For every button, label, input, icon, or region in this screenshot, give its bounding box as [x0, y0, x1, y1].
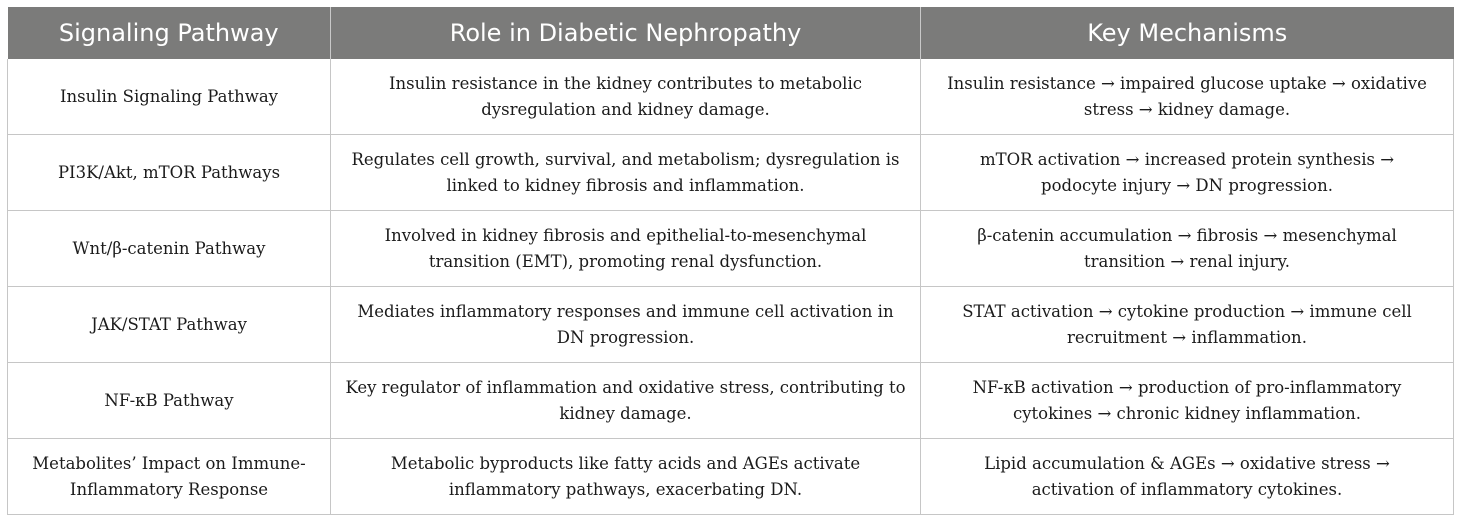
role-cell-line: Insulin resistance in the kidney contributes to metabolic [389, 73, 862, 93]
role-cell-line: Mediates inflammatory responses and immune cell activation in [357, 301, 894, 321]
mechanism-cell-line: Insulin resistance → impaired glucose uptake → oxidative [947, 73, 1427, 93]
table-row [8, 439, 1454, 515]
pathway-cell [8, 135, 331, 211]
mechanism-cell-line: β-catenin accumulation → fibrosis → mesenchymal [977, 225, 1397, 245]
table-row [8, 59, 1454, 135]
pathway-cell-line: PI3K/Akt, mTOR Pathways [57, 162, 281, 182]
mechanism-cell-line: activation of inflammatory cytokines. [1031, 479, 1343, 499]
mechanism-cell-line: cytokines → chronic kidney inflammation. [1012, 403, 1362, 423]
mechanism-cell-line: Lipid accumulation & AGEs → oxidative stress → [984, 453, 1390, 473]
mechanism-cell-line: mTOR activation → increased protein synthesis → [979, 149, 1395, 169]
role-cell-line: Regulates cell growth, survival, and metabolism; dysregulation is [351, 149, 900, 169]
role-cell-line: Metabolic byproducts like fatty acids and AGEs activate [390, 453, 861, 473]
table-row [8, 363, 1454, 439]
mechanism-cell [921, 287, 1454, 363]
mechanism-cell-line: stress → kidney damage. [1083, 99, 1291, 119]
mechanism-cell [921, 135, 1454, 211]
header-role: Role in Diabetic Nephropathy [331, 7, 921, 59]
role-cell-line: Key regulator of inflammation and oxidative stress, contributing to [345, 377, 906, 397]
mechanism-cell [921, 439, 1454, 515]
pathway-cell [8, 59, 331, 135]
mechanism-cell-line: STAT activation → cytokine production → immune cell [962, 301, 1412, 321]
pathway-cell [8, 211, 331, 287]
table-row [8, 211, 1454, 287]
role-cell [331, 211, 921, 287]
pathway-cell-line: Inflammatory Response [69, 479, 269, 499]
role-cell-line: transition (EMT), promoting renal dysfunction. [428, 251, 823, 271]
pathway-cell [8, 439, 331, 515]
table-body [8, 59, 1454, 515]
role-cell [331, 439, 921, 515]
pathway-cell [8, 287, 331, 363]
role-cell-line: kidney damage. [559, 403, 692, 423]
role-cell-line: Involved in kidney fibrosis and epithelial-to-mesenchymal [384, 225, 867, 245]
mechanism-cell-line: recruitment → inflammation. [1067, 327, 1307, 347]
pathway-cell-line: JAK/STAT Pathway [91, 314, 247, 334]
mechanism-cell-line: podocyte injury → DN progression. [1041, 175, 1333, 195]
mechanism-cell-line: transition → renal injury. [1083, 251, 1291, 271]
role-cell [331, 363, 921, 439]
table-header [8, 7, 1454, 59]
pathway-cell-line: Wnt/β-catenin Pathway [72, 238, 266, 258]
table-row [8, 135, 1454, 211]
mechanism-cell [921, 363, 1454, 439]
pathway-cell-line: NF-κB Pathway [104, 390, 234, 410]
pathway-cell-line: Insulin Signaling Pathway [60, 86, 278, 106]
role-cell-line: linked to kidney fibrosis and inflammation. [446, 175, 805, 195]
header-key-mechanisms: Key Mechanisms [921, 7, 1454, 59]
role-cell [331, 135, 921, 211]
pathway-cell [8, 363, 331, 439]
mechanism-cell [921, 211, 1454, 287]
mechanism-cell [921, 59, 1454, 135]
header-signaling-pathway: Signaling Pathway [8, 7, 331, 59]
mechanism-cell-line: NF-κB activation → production of pro-inflammatory [972, 377, 1402, 397]
role-cell-line: inflammatory pathways, exacerbating DN. [448, 479, 803, 499]
role-cell-line: DN progression. [556, 327, 695, 347]
role-cell [331, 287, 921, 363]
role-cell [331, 59, 921, 135]
pathway-cell-line: Metabolites’ Impact on Immune- [32, 453, 306, 473]
role-cell-line: dysregulation and kidney damage. [481, 99, 770, 119]
header-row [8, 7, 1454, 59]
pathways-table [7, 7, 1454, 515]
table-row [8, 287, 1454, 363]
